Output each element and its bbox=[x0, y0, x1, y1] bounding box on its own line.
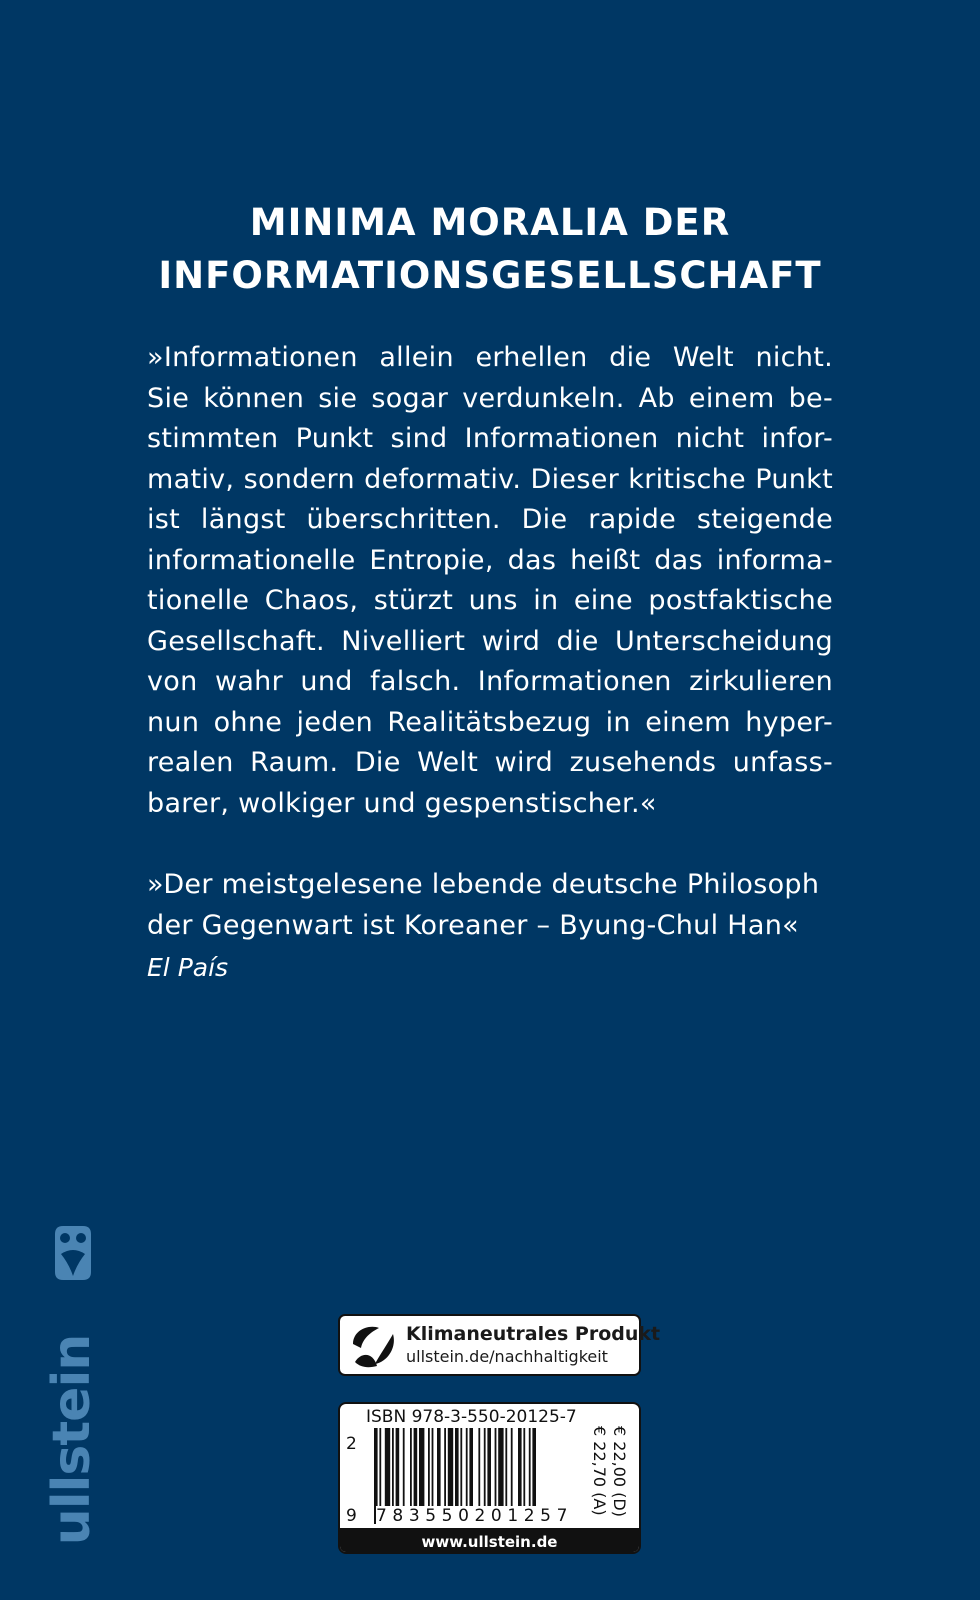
blurb-line: informationelle Entropie, das heißt das informa- bbox=[147, 544, 833, 576]
isbn-label: ISBN 978-3-550-20125-7 bbox=[366, 1407, 577, 1427]
eco-badge-title: Klimaneutrales Produkt bbox=[406, 1323, 661, 1345]
blurb-line: ist längst überschritten. Die rapide steigende bbox=[147, 504, 833, 535]
blurb-line: tionelle Chaos, stürzt uns in eine postfaktische bbox=[147, 585, 833, 616]
title-line: INFORMATIONSGESELLSCHAFT bbox=[158, 254, 822, 297]
eco-badge-url: ullstein.de/nachhaltigkeit bbox=[406, 1347, 608, 1366]
blurb-line: »Informationen allein erhellen die Welt nicht. bbox=[147, 342, 833, 373]
price-austria: € 22,70 (A) bbox=[590, 1426, 609, 1516]
blurb-line: von wahr und falsch. Informationen zirkulieren bbox=[147, 666, 833, 697]
barcode-lead-digit: 2 bbox=[346, 1434, 357, 1454]
blurb-line: barer, wolkiger und gespenstischer.« bbox=[147, 787, 657, 819]
blurb-line: mativ, sondern deformativ. Dieser kritische Punkt bbox=[147, 463, 833, 495]
blurb-line: Gesellschaft. Nivelliert wird die Unterscheidung bbox=[147, 625, 833, 657]
barcode-first-digit: 9 bbox=[346, 1506, 357, 1526]
blurb-text bbox=[147, 338, 833, 824]
publisher-website: www.ullstein.de bbox=[340, 1528, 639, 1554]
leaf-icon bbox=[347, 1322, 399, 1370]
climate-neutral-badge bbox=[338, 1314, 661, 1376]
price-germany: € 22,00 (D) bbox=[610, 1426, 629, 1517]
quote-line: der Gegenwart ist Koreaner – Byung-Chul Han« bbox=[147, 909, 799, 941]
blurb-line: stimmten Punkt sind Informationen nicht infor- bbox=[147, 423, 833, 454]
press-quote bbox=[147, 865, 833, 946]
barcode-block bbox=[338, 1402, 641, 1554]
blurb-line: nun ohne jeden Realitätsbezug in einem hyper- bbox=[147, 706, 833, 738]
barcode-digits: 783550201257 bbox=[376, 1506, 584, 1526]
blurb-line: Sie können sie sogar verdunkeln. Ab einem be- bbox=[147, 382, 833, 414]
title-line: MINIMA MORALIA DER bbox=[249, 201, 731, 244]
owl-icon bbox=[49, 1224, 95, 1282]
book-title bbox=[0, 196, 980, 302]
blurb-line: realen Raum. Die Welt wird zusehends unfass- bbox=[147, 747, 833, 778]
publisher-logo: ullstein bbox=[42, 1334, 102, 1546]
quote-line: »Der meistgelesene lebende deutsche Philosoph bbox=[147, 869, 820, 900]
quote-source: El País bbox=[147, 953, 229, 982]
